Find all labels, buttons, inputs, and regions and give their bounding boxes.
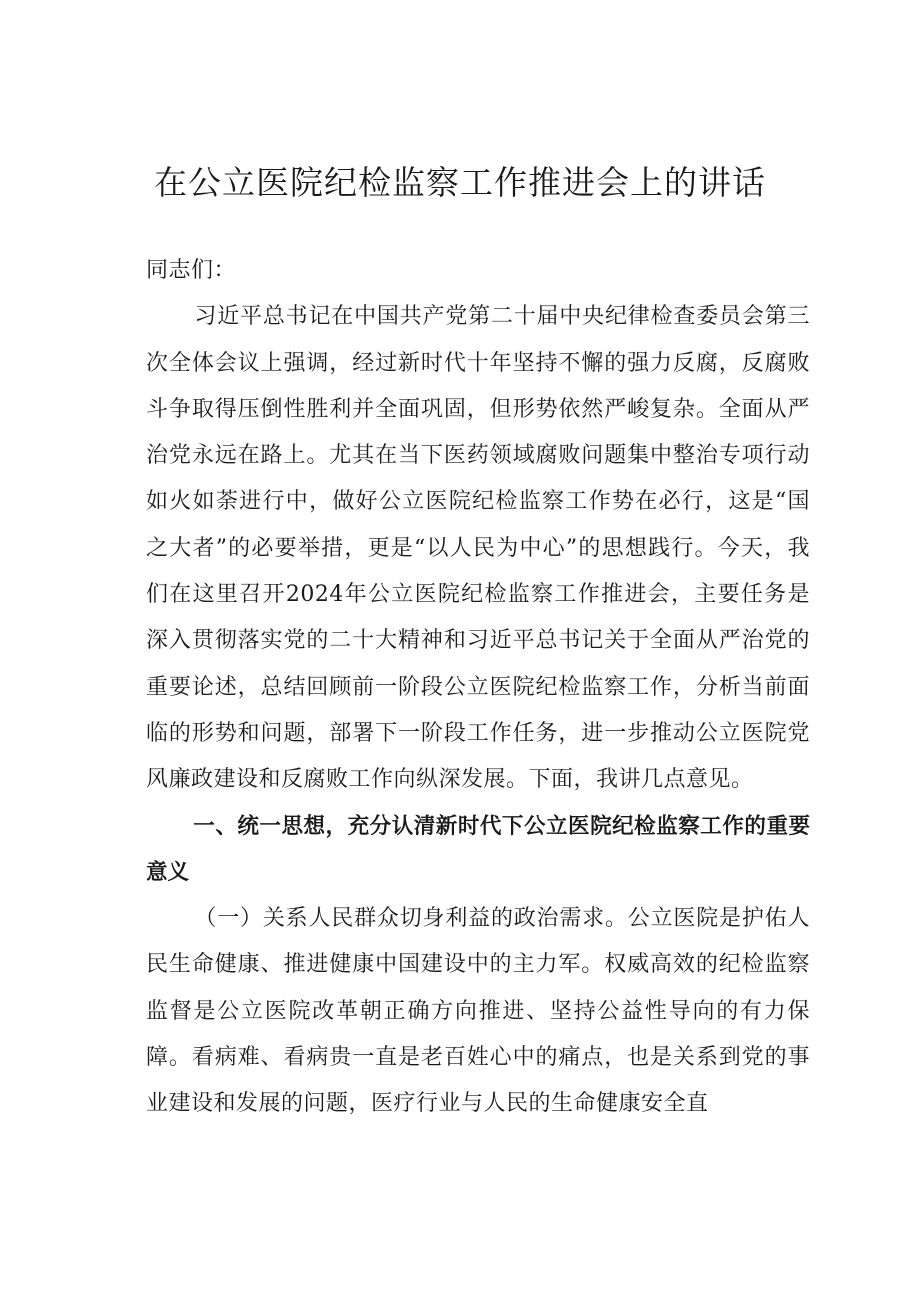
section-heading-1: 一、统一思想，充分认清新时代下公立医院纪检监察工作的重要意义 <box>146 813 810 885</box>
salutation: 同志们： <box>146 258 237 283</box>
document-body <box>146 248 810 1128</box>
document-title: 在公立医院纪检监察工作推进会上的讲话 <box>154 163 766 202</box>
paragraph-opening: 习近平总书记在中国共产党第二十届中央纪律检查委员会第三次全体会议上强调，经过新时代十年坚持不懈的强力反腐，反腐败斗争取得压倒性胜利并全面巩固，但形势依然严峻复杂。全面从严治党永远在路上。尤其在当下医药领域腐败问题集中整治专项行动如火如荼进行中，做好公立医院纪检监察工作势在必行，这是“国之大者”的必要举措，更是“以人民为中心”的思想践行。今天，我们在这里召开2024年公立医院纪检监察工作推进会，主要任务是深入贯彻落实党的二十大精神和习近平总书记关于全面从严治党的重要论述，总结回顾前一阶段公立医院纪检监察工作，分析当前面临的形势和问题，部署下一阶段工作任务，进一步推动公立医院党风廉政建设和反腐败工作向纵深发展。下面，我讲几点意见。 <box>146 304 810 793</box>
paragraph-section-1-1: （一）关系人民群众切身利益的政治需求。公立医院是护佑人民生命健康、推进健康中国建设中的主力军。权威高效的纪检监察监督是公立医院改革朝正确方向推进、坚持公益性导向的有力保障。看病难、看病贵一直是老百姓心中的痛点，也是关系到党的事业建设和发展的问题，医疗行业与人民的生命健康安全直 <box>146 906 810 1117</box>
